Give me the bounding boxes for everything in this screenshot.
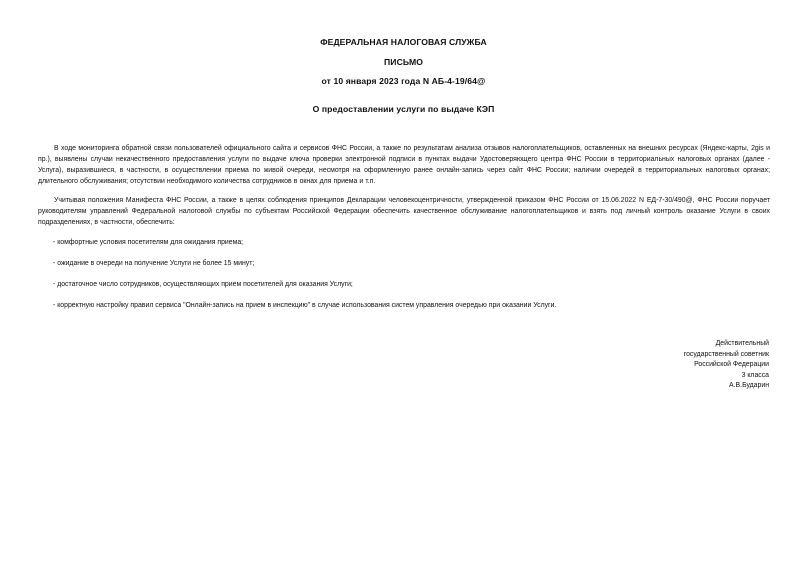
list-item: - достаточное число сотрудников, осуществляющих прием посетителей для оказания Услуги; (53, 281, 353, 288)
document-subject: О предоставлении услуги по выдаче КЭП (312, 104, 495, 114)
signatory-name: А.В.Бударин (729, 382, 769, 390)
signature-rank-line-1: Действительный (715, 340, 769, 347)
signature-block (569, 339, 769, 392)
document-type: ПИСЬМО (384, 57, 423, 67)
signature-rank-line-4: 3 класса (741, 371, 769, 379)
list-item: - ожидание в очереди на получение Услуги не более 15 минут; (53, 260, 255, 267)
signature-rank-line-2: государственный советник (683, 350, 769, 358)
document-date-number: от 10 января 2023 года N АБ-4-19/64@ (321, 76, 486, 86)
list-item: - комфортные условия посетителям для ожидания приема; (53, 239, 244, 246)
body-paragraph-1: В ходе мониторинга обратной связи пользователей официального сайта и сервисов ФНС России, а также по результатам анализа отзывов налогоплательщиков, оставленных на внешних ресурсах (Яндекс-карты, 2gis и пр.), выявлены случаи некачественного предоставления услуги по выдаче ключа проверки электронной подписи в пунктах выдачи Удостоверяющего центра ФНС России в территориальных налоговых органах (далее - Услуга), выразившиеся, в частности, в осуществлении приема по живой очереди, несмотря на оформленную ранее онлайн-запись через сайт ФНС России; наличии очередей в территориальных налоговых органах; длительного обслуживания; отсутствии необходимого количества сотрудников в окнах для приема и т.п. (38, 145, 770, 185)
body-paragraph-2: Учитывая положения Манифеста ФНС России, а также в целях соблюдения принципов Декларации человекоцентричности, утвержденной приказом ФНС России от 15.06.2022 N ЕД-7-30/490@, ФНС России поручает руководителям управлений Федеральной налоговой службы по субъектам Российской Федерации обеспечить качественное обслуживание налогоплательщиков и взять под личный контроль оказание Услуги в своих подразделениях, в частности, обеспечить: (38, 197, 770, 226)
agency-title: ФЕДЕРАЛЬНАЯ НАЛОГОВАЯ СЛУЖБА (320, 37, 487, 47)
list-item: - корректную настройку правил сервиса "Онлайн-запись на прием в инспекцию" в случае использования систем управления очередью при оказании Услуги. (53, 302, 557, 309)
signature-rank-line-3: Российской Федерации (694, 361, 769, 369)
